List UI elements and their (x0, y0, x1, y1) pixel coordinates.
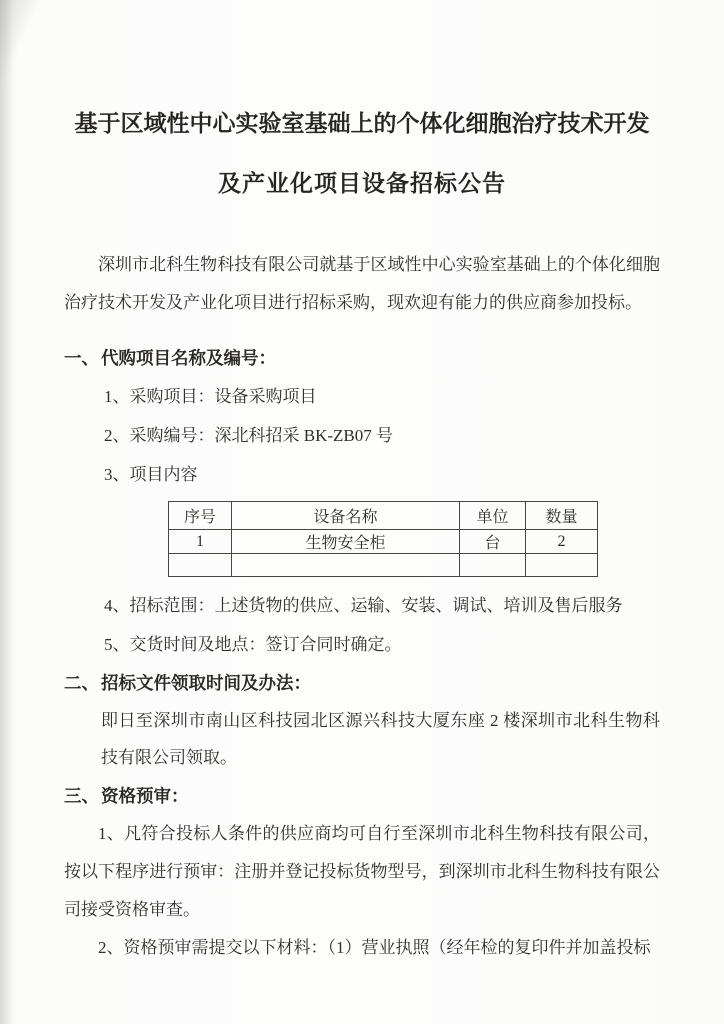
table-row (169, 530, 598, 554)
cell-name: 生物安全柜 (232, 530, 460, 554)
header-cell-name: 设备名称 (232, 502, 460, 530)
section-1-label: 一、 (64, 348, 99, 368)
section-3-heading (64, 777, 660, 815)
procurement-item-3: 3、项目内容 (104, 465, 198, 484)
section-3-title: 资格预审： (101, 786, 189, 806)
section-1-heading (64, 339, 660, 377)
section-3-label: 三、 (64, 786, 99, 806)
cell-qty: 2 (526, 530, 598, 554)
section-2-label: 二、 (64, 673, 99, 693)
header-cell-qty: 数量 (526, 502, 598, 530)
procurement-item-4: 4、招标范围：上述货物的供应、运输、安装、调试、培训及售后服务 (104, 596, 623, 615)
table-header-row (169, 502, 598, 530)
cell-qty (526, 554, 598, 577)
cell-seq (169, 554, 232, 577)
table-row-empty (169, 554, 598, 577)
intro-paragraph: 深圳市北科生物科技有限公司就基于区域性中心实验室基础上的个体化细胞治疗技术开发及产业化项目进行招标采购，现欢迎有能力的供应商参加投标。 (64, 255, 660, 312)
section-1-title: 代购项目名称及编号： (101, 348, 276, 368)
page-title-line1: 基于区域性中心实验室基础上的个体化细胞治疗技术开发 (74, 111, 650, 136)
header-cell-seq: 序号 (169, 502, 232, 530)
section-1-items-continued (104, 586, 660, 664)
equipment-table (168, 501, 598, 577)
prequalification-paragraph-2: 2、资格预审需提交以下材料：（1）营业执照（经年检的复印件并加盖投标 (98, 938, 651, 957)
page-title-line2: 及产业化项目设备招标公告 (218, 171, 506, 196)
section-2-heading (64, 664, 660, 702)
cell-unit (460, 554, 526, 577)
section-2-body: 即日至深圳市南山区科技园北区源兴科技大厦东座 2 楼深圳市北科生物科技有限公司领取。 (101, 711, 660, 767)
procurement-item-1: 1、采购项目：设备采购项目 (104, 387, 317, 406)
cell-seq: 1 (169, 530, 232, 554)
procurement-item-2: 2、采购编号：深北科招采 BK-ZB07 号 (104, 426, 393, 445)
prequalification-paragraph-1: 1、凡符合投标人条件的供应商均可自行至深圳市北科生物科技有限公司，按以下程序进行预审：注册并登记投标货物型号，到深圳市北科生物科技有限公司接受资格审查。 (64, 824, 660, 919)
cell-name (232, 554, 460, 577)
section-1-items (104, 377, 660, 494)
procurement-item-5: 5、交货时间及地点：签订合同时确定。 (104, 635, 402, 654)
header-cell-unit: 单位 (460, 502, 526, 530)
section-2-title: 招标文件领取时间及办法： (101, 673, 311, 693)
cell-unit: 台 (460, 530, 526, 554)
